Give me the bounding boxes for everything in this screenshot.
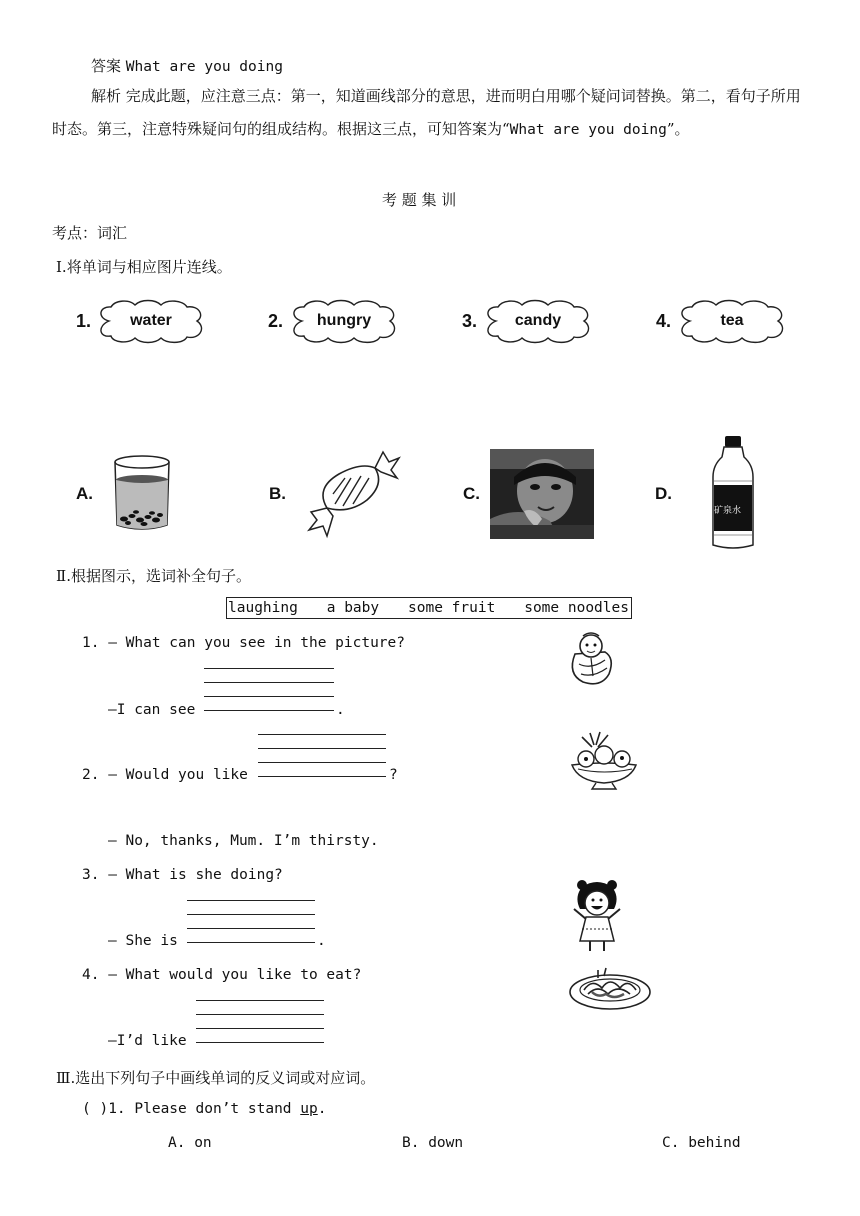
answer-line: [91, 55, 283, 76]
q1-line: [82, 1101, 326, 1117]
word-water: water: [130, 312, 172, 329]
word-bank-item: some noodles: [524, 600, 629, 616]
answer-line: [196, 1014, 324, 1015]
topic-label: 考点：词汇: [52, 224, 128, 242]
option-b[interactable]: [402, 1135, 463, 1151]
answer-line: [258, 748, 386, 749]
word-bank-item: a baby: [326, 600, 380, 616]
answer-line: [258, 762, 386, 763]
q1-text-prefix: 1. Please don’t stand: [108, 1101, 301, 1117]
q2-answer: — No, thanks, Mum. I’m thirsty.: [108, 833, 379, 849]
part1-title: Ⅰ.将单词与相应图片连线。: [56, 258, 232, 276]
answer-line: [196, 1028, 324, 1029]
option-letter: A.: [168, 1135, 186, 1151]
fruit-bowl-icon: [566, 731, 642, 793]
word-bank-item: some fruit: [408, 600, 496, 616]
q3-answer-prefix: — She is: [108, 933, 178, 949]
answer-line: [204, 682, 334, 683]
q1-answer-suffix: .: [336, 702, 345, 718]
answer-line: [258, 734, 386, 735]
answer-line: [196, 1000, 324, 1001]
answer-paren[interactable]: ( ): [82, 1101, 109, 1117]
option-letter: B.: [402, 1135, 420, 1151]
q4-answer-prefix: —I’d like: [108, 1033, 187, 1049]
q2-question-suffix: ?: [389, 767, 398, 783]
laughing-girl-icon: [568, 879, 626, 953]
word-tea: tea: [720, 312, 744, 329]
answer-line: [187, 914, 315, 915]
wrapped-candy-icon: [305, 448, 401, 538]
glass-of-tea-icon: [112, 453, 174, 535]
word-bank-item: laughing: [228, 600, 298, 616]
analysis-text-b: ”。: [666, 120, 690, 138]
option-text: behind: [688, 1135, 741, 1151]
q3-answer-suffix: .: [317, 933, 326, 949]
option-letter: C.: [662, 1135, 680, 1151]
answer-blank[interactable]: [196, 1042, 324, 1043]
q1-answer-prefix: —I can see: [108, 702, 196, 718]
word-candy: candy: [514, 312, 562, 329]
part3-title: Ⅲ.选出下列句子中画线单词的反义词或对应词。: [56, 1069, 376, 1087]
option-a[interactable]: [168, 1135, 212, 1151]
underlined-word: up: [300, 1101, 318, 1117]
picture-letter-d: D.: [655, 484, 672, 503]
analysis-answer-inline: What are you doing: [509, 122, 667, 138]
answer-blank[interactable]: [187, 942, 315, 943]
answer-line: [204, 696, 334, 697]
option-c[interactable]: [662, 1135, 741, 1151]
word-bank: [226, 597, 632, 619]
q1-text-suffix: .: [317, 1101, 327, 1117]
analysis-paragraph: [52, 80, 810, 147]
baby-icon: [567, 630, 613, 686]
option-text: on: [194, 1135, 212, 1151]
q1-question: 1. — What can you see in the picture?: [82, 635, 406, 651]
answer-line: [204, 668, 334, 669]
answer-line: [187, 900, 315, 901]
hungry-child-photo: [490, 449, 594, 539]
part2-title: Ⅱ.根据图示，选词补全句子。: [56, 567, 251, 585]
noodle-dish-icon: [568, 968, 652, 1014]
q3-question: 3. — What is she doing?: [82, 867, 283, 883]
picture-letter-a: A.: [76, 484, 93, 503]
picture-letter-c: C.: [463, 484, 480, 503]
answer-label: 答案: [91, 57, 122, 75]
option-text: down: [428, 1135, 464, 1151]
analysis-label: 解析: [91, 87, 122, 105]
section-title: 考 题 集 训: [382, 191, 457, 209]
answer-blank[interactable]: [204, 710, 334, 711]
answer-text: What are you doing: [125, 59, 283, 75]
word-hungry: hungry: [316, 312, 372, 329]
water-bottle-icon: [709, 435, 757, 551]
word-number: 3.: [462, 311, 478, 331]
picture-letter-b: B.: [269, 484, 286, 503]
answer-blank[interactable]: [258, 776, 386, 777]
word-number: 1.: [76, 311, 92, 331]
q4-question: 4. — What would you like to eat?: [82, 967, 362, 983]
bottle-label: 矿泉水: [714, 506, 742, 516]
q2-question-prefix: 2. — Would you like: [82, 767, 248, 783]
word-number: 2.: [268, 311, 284, 331]
word-number: 4.: [656, 311, 672, 331]
answer-line: [187, 928, 315, 929]
analysis-text-a: 完成此题，应注意三点：第一，知道画线部分的意思，进而明白用哪个疑问词替换。第二，看句子所用时态。第三，注意特殊疑问句的组成结构。根据这三点，可知答案为“: [52, 87, 801, 138]
